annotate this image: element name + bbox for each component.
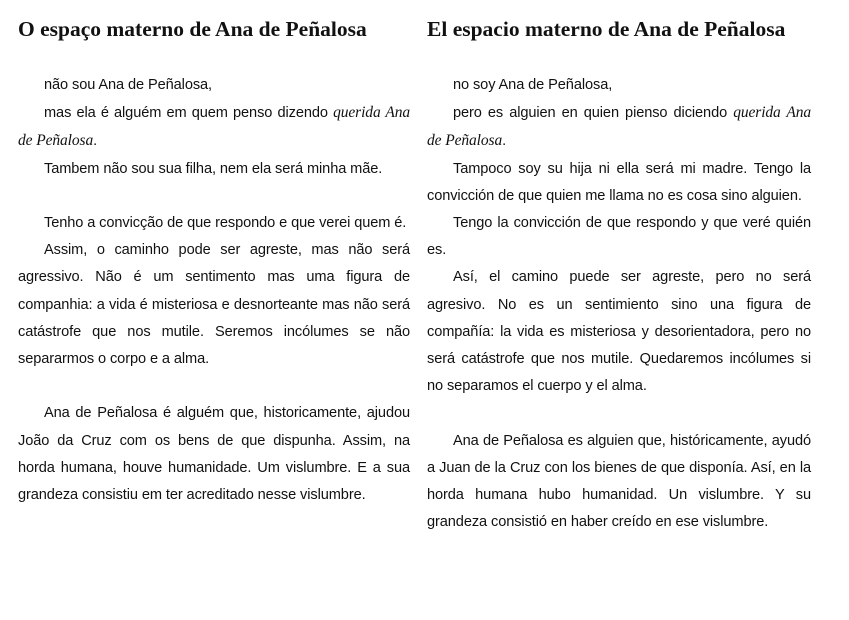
spanish-title: El espacio materno de Ana de Peñalosa bbox=[427, 17, 786, 41]
portuguese-paragraph-6: Ana de Peñalosa é alguém que, historicamente, ajudou João da Cruz com os bens de que dispunha. Assim, na horda humana, houve humanidade. Um vislumbre. E a sua grandeza consistiu em ter acreditado nesse vislumbre. bbox=[18, 405, 410, 504]
portuguese-paragraph-2 bbox=[18, 99, 410, 155]
portuguese-column bbox=[18, 14, 410, 509]
spanish-paragraph-4: Tengo la convicción de que respondo y que veré quién es. bbox=[427, 215, 811, 259]
spanish-paragraph-5: Así, el camino puede ser agreste, pero no será agresivo. No es un sentimiento sino una figura de compañía: la vida es misteriosa y desorientadora, pero no será catástrofe que nos mutile. Quedaremos incólumes si no separamos el cuerpo y el alma. bbox=[427, 269, 811, 395]
paragraph-gap bbox=[427, 400, 811, 427]
spanish-paragraph-2-end: . bbox=[502, 133, 507, 150]
portuguese-paragraph-2-text: mas ela é alguém em quem penso dizendo bbox=[44, 105, 334, 122]
paragraph-gap bbox=[18, 183, 410, 210]
spanish-italic-phrase: querida Ana de Peñalosa bbox=[427, 104, 811, 150]
portuguese-paragraph-5: Assim, o caminho pode ser agreste, mas não será agressivo. Não é um sentimento mas uma figura de companhia: a vida é misteriosa e desnorteante mas não será catástrofe que nos mutile. Seremos incólumes se não separarmos o corpo e a alma. bbox=[18, 242, 410, 368]
portuguese-paragraph-2-end: . bbox=[93, 133, 98, 150]
spanish-paragraph-2 bbox=[427, 99, 811, 155]
portuguese-paragraph-3: Tambem não sou sua filha, nem ela será minha mãe. bbox=[44, 160, 383, 177]
portuguese-italic-phrase: querida Ana de Peñalosa bbox=[18, 104, 410, 150]
spanish-paragraph-6: Ana de Peñalosa es alguien que, históricamente, ayudó a Juan de la Cruz con los bienes de que disponía. Así, en la horda humana hubo humanidad. Un vislumbre. Y su grandeza consistió en haber creído en ese vislumbre. bbox=[427, 432, 811, 531]
spanish-paragraph-3: Tampoco soy su hija ni ella será mi madre. Tengo la convicción de que quien me llama no es cosa sino alguien. bbox=[427, 160, 811, 204]
spanish-paragraph-1: no soy Ana de Peñalosa, bbox=[453, 77, 613, 93]
portuguese-paragraph-1: não sou Ana de Peñalosa, bbox=[44, 77, 213, 93]
portuguese-paragraph-4: Tenho a convicção de que respondo e que verei quem é. bbox=[44, 215, 407, 231]
spanish-column bbox=[427, 14, 811, 536]
portuguese-title: O espaço materno de Ana de Peñalosa bbox=[18, 17, 367, 41]
paragraph-gap bbox=[18, 373, 410, 400]
spanish-paragraph-2-text: pero es alguien en quien pienso diciendo bbox=[453, 105, 734, 122]
